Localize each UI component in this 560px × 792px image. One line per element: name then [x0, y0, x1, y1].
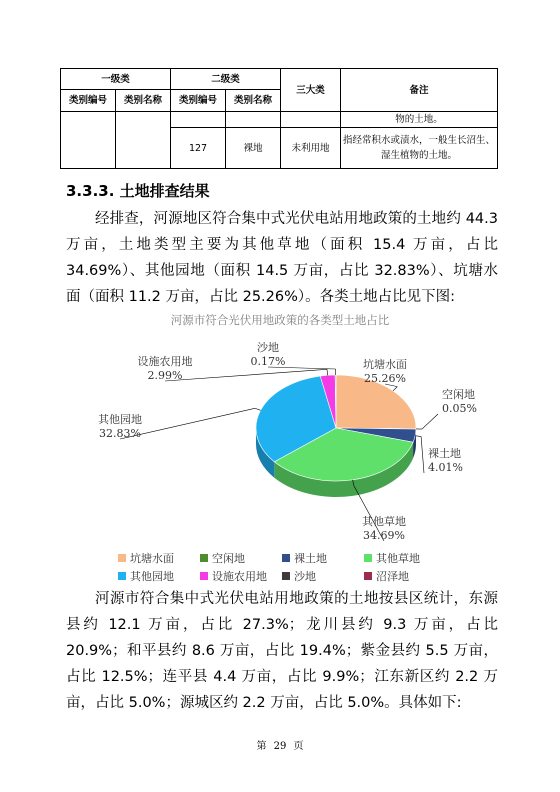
- footer-suffix: 页: [293, 741, 304, 752]
- pie-label-name: 其他草地: [362, 515, 406, 528]
- pie-label-name: 其他园地: [98, 413, 142, 426]
- legend-swatch: [364, 572, 372, 580]
- legend-swatch: [118, 572, 126, 580]
- legend-label: 设施农用地: [212, 570, 267, 583]
- leader-line: [415, 436, 421, 437]
- land-classification-table: [60, 68, 498, 169]
- pie-label-name: 空闲地: [442, 388, 475, 401]
- pie-label-value: 25.26%: [364, 372, 406, 385]
- cell-code1: [61, 112, 116, 169]
- cell-name2: 裸地: [226, 128, 281, 169]
- pie-label-value: 2.99%: [147, 369, 183, 382]
- pie-label-name: 设施农用地: [137, 355, 193, 368]
- leader-line: [421, 437, 424, 473]
- pie-label-value: 34.69%: [363, 529, 405, 542]
- legend-label: 沙地: [294, 570, 316, 583]
- cell-note: 指经常积水或渍水，一般生长沼生、 湿生植物的土地。: [341, 128, 498, 169]
- land-type-pie-chart: [60, 310, 500, 586]
- header-code1: 类别编号: [61, 90, 116, 112]
- leader-line: [165, 369, 327, 381]
- paragraph-land-results: 经排查，河源地区符合集中式光伏电站用地政策的土地约 44.3 万亩，土地类型主要为其他草地（面积 15.4 万亩，占比 34.69%）、其他园地（面积 14.5 万亩，占比 32.83%）、坑塘水面（面积 11.2 万亩，占比 25.26%）。各类土地占比见下图:: [66, 211, 498, 305]
- cell-code2: 127: [171, 128, 226, 169]
- cell-name2: [226, 112, 281, 128]
- cell-code2: [171, 112, 226, 128]
- pie-label-value: 0.17%: [250, 355, 286, 368]
- cell-three-types: [281, 112, 341, 128]
- paragraph-county-stats: 河源市符合集中式光伏电站用地政策的土地按县区统计，东源县约 12.1 万亩，占比 27.3%；龙川县约 9.3 万亩，占比 20.9%；和平县约 8.6 万亩，占比 19.4%；紫金县约 5.5 万亩，占比 12.5%；连平县 4.4 万亩，占比 9.9%；江东新区约 2.2 万亩，占比 5.0%；源城区约 2.2 万亩，占比 5.0%。具体如下:: [66, 591, 498, 711]
- legend-label: 裸土地: [294, 552, 327, 565]
- legend-swatch: [364, 554, 372, 562]
- pie-label-name: 裸土地: [428, 447, 461, 460]
- header-note: 备注: [341, 69, 498, 112]
- footer-prefix: 第: [256, 741, 267, 752]
- pie-label-value: 0.05%: [442, 402, 477, 415]
- cell-note: 物的土地。: [341, 112, 498, 128]
- legend-label: 沼泽地: [376, 570, 409, 583]
- cell-three-types: 未利用地: [281, 128, 341, 169]
- legend-label: 其他草地: [376, 552, 420, 565]
- pie-slices: [256, 375, 416, 481]
- legend-swatch: [282, 554, 290, 562]
- header-level1: 一级类: [61, 69, 171, 90]
- leader-line: [422, 414, 438, 429]
- header-level2: 二级类: [171, 69, 281, 90]
- header-name1: 类别名称: [116, 90, 171, 112]
- header-three-types: 三大类: [281, 69, 341, 112]
- section-heading: 3.3.3. 土地排查结果: [66, 182, 210, 200]
- cell-name1: [116, 112, 171, 169]
- legend-swatch: [282, 572, 290, 580]
- leader-line: [255, 408, 261, 410]
- pie-label-name: 坑塘水面: [363, 358, 407, 371]
- chart-legend: [118, 551, 420, 583]
- legend-label: 坑塘水面: [130, 552, 174, 565]
- header-name2: 类别名称: [226, 90, 281, 112]
- pie-label-value: 4.01%: [428, 461, 463, 474]
- legend-swatch: [200, 572, 208, 580]
- page-footer: [0, 737, 560, 752]
- pie-label-name: 沙地: [257, 341, 279, 354]
- legend-swatch: [118, 554, 126, 562]
- table-row: [61, 112, 498, 128]
- legend-label: 空闲地: [212, 552, 245, 565]
- legend-label: 其他园地: [130, 570, 174, 583]
- pie-label-value: 32.83%: [99, 427, 141, 440]
- legend-swatch: [200, 554, 208, 562]
- header-code2: 类别编号: [171, 90, 226, 112]
- leader-line: [327, 369, 328, 375]
- leader-line: [393, 387, 397, 391]
- chart-title: 河源市符合光伏用地政策的各类型土地占比: [170, 313, 390, 327]
- page-number: 29: [273, 741, 287, 752]
